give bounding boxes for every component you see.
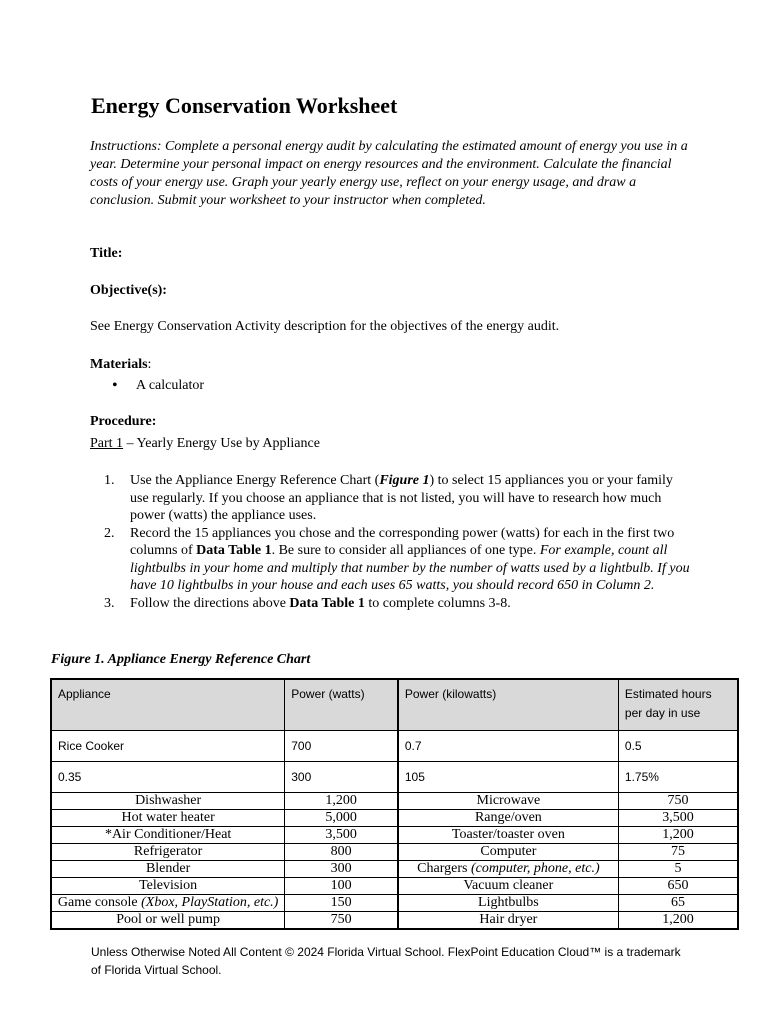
appliance-watts: 3,500: [618, 810, 738, 827]
header-power-watts: Power (watts): [285, 679, 398, 731]
instructions-text: Instructions: Complete a personal energy audit by calculating the estimated amount of energy you use in a year. Determine your personal impact on energy resources and the environment. Calculate the financial costs of your energy use. Graph your yearly energy use, reflect on your energy usage, and draw a conclusion. Submit your worksheet to your instructor when completed.: [90, 139, 688, 208]
procedure-step: [104, 595, 694, 613]
appliance-watts: 5: [618, 861, 738, 878]
header-power-kilowatts: Power (kilowatts): [398, 679, 619, 731]
header-hours-per-day: Estimated hours per day in use: [618, 679, 738, 731]
objectives-label: Objective(s):: [90, 283, 167, 298]
step-example: For example, count all lightbulbs in your home and multiply that number by the number of watts used by a lightbulb. If you have 10 lightbulbs in your house and each uses 65 watts, you should record 650 in Column 2.: [130, 543, 690, 593]
table-reference: Data Table 1: [289, 595, 365, 611]
appliance-watts: 750: [618, 793, 738, 810]
appliance-name: Microwave: [398, 793, 619, 810]
table-header-row: [51, 679, 738, 731]
appliance-watts: 150: [285, 895, 398, 912]
appliance-watts: 1,200: [618, 827, 738, 844]
title-label: Title:: [90, 246, 123, 261]
appliance-name: Dishwasher: [51, 793, 285, 810]
table-row: [51, 861, 738, 878]
appliance-name: Blender: [51, 861, 285, 878]
appliance-reference-table: [50, 678, 739, 930]
step-text: Use the Appliance Energy Reference Chart (: [130, 473, 380, 488]
part1-link[interactable]: Part 1: [90, 436, 124, 451]
appliance-name: [51, 895, 285, 912]
table-row: [51, 810, 738, 827]
table-cell: 105: [398, 762, 619, 793]
procedure-step: [104, 525, 694, 595]
table-cell: 1.75%: [618, 762, 738, 793]
part1-title: – Yearly Energy Use by Appliance: [123, 436, 320, 451]
table-row: [51, 895, 738, 912]
appliance-name: Hair dryer: [398, 912, 619, 930]
appliance-watts: 1,200: [285, 793, 398, 810]
page-title: Energy Conservation Worksheet: [91, 93, 398, 118]
table-cell: Rice Cooker: [51, 731, 285, 762]
appliance-watts: 100: [285, 878, 398, 895]
part1-heading: [90, 436, 320, 452]
table-cell: 0.7: [398, 731, 619, 762]
table-row: [51, 793, 738, 810]
appliance-name: Pool or well pump: [51, 912, 285, 930]
table-row: [51, 844, 738, 861]
materials-list: [110, 378, 204, 394]
step-text: Record the 15 appliances you chose and the corresponding power (watts) for each in the first two columns of: [130, 525, 675, 558]
step-text: to complete columns 3-8.: [364, 595, 511, 611]
step-number: 1.: [104, 473, 115, 488]
appliance-name: Lightbulbs: [398, 895, 619, 912]
step-text: ) to select 15 appliances you or your family use regularly. If you choose an appliance that is not listed, you will have to research how much power (watts) the appliance uses.: [130, 473, 673, 523]
step-number: 2.: [104, 525, 115, 541]
example-row: [51, 731, 738, 762]
appliance-label: Chargers: [417, 861, 471, 876]
appliance-name: *Air Conditioner/Heat: [51, 827, 285, 844]
appliance-watts: 5,000: [285, 810, 398, 827]
figure-caption: Figure 1. Appliance Energy Reference Chart: [51, 652, 311, 667]
appliance-name: Television: [51, 878, 285, 895]
appliance-name: Vacuum cleaner: [398, 878, 619, 895]
appliance-watts: 65: [618, 895, 738, 912]
appliance-name: Range/oven: [398, 810, 619, 827]
appliance-name: Hot water heater: [51, 810, 285, 827]
table-cell: 300: [285, 762, 398, 793]
example-row: [51, 762, 738, 793]
appliance-watts: 750: [285, 912, 398, 930]
table-row: [51, 878, 738, 895]
appliance-name: Computer: [398, 844, 619, 861]
appliance-watts: 650: [618, 878, 738, 895]
procedure-steps: [104, 472, 694, 612]
materials-label: Materials: [90, 357, 148, 372]
table-cell: 0.5: [618, 731, 738, 762]
materials-item: • A calculator: [110, 378, 204, 394]
table-row: [51, 912, 738, 930]
appliance-watts: 1,200: [618, 912, 738, 930]
materials-heading: [90, 357, 151, 373]
appliance-name: Toaster/toaster oven: [398, 827, 619, 844]
appliance-name: Refrigerator: [51, 844, 285, 861]
appliance-label: Game console: [57, 895, 142, 910]
appliance-watts: 75: [618, 844, 738, 861]
figure-reference: Figure 1: [379, 473, 430, 488]
appliance-watts: 800: [285, 844, 398, 861]
materials-colon: :: [147, 357, 152, 372]
appliance-name: [398, 861, 619, 878]
procedure-label: Procedure:: [90, 414, 157, 429]
table-cell: 700: [285, 731, 398, 762]
procedure-step: [104, 472, 694, 525]
step-text: . Be sure to consider all appliances of one type.: [271, 543, 540, 558]
step-text: Follow the directions above: [130, 595, 290, 611]
appliance-watts: 300: [285, 861, 398, 878]
header-appliance: Appliance: [51, 679, 285, 731]
table-reference: Data Table 1: [196, 543, 272, 558]
copyright-footer: Unless Otherwise Noted All Content © 2024 Florida Virtual School. FlexPoint Education Cloud™ is a trademark of Florida Virtual School.: [91, 945, 681, 977]
step-number: 3.: [104, 595, 115, 611]
appliance-examples: (computer, phone, etc.): [470, 861, 600, 876]
appliance-watts: 3,500: [285, 827, 398, 844]
table-cell: 0.35: [51, 762, 285, 793]
objectives-text: See Energy Conservation Activity description for the objectives of the energy audit.: [90, 319, 560, 334]
appliance-examples: (Xbox, PlayStation, etc.): [141, 895, 279, 910]
table-row: [51, 827, 738, 844]
